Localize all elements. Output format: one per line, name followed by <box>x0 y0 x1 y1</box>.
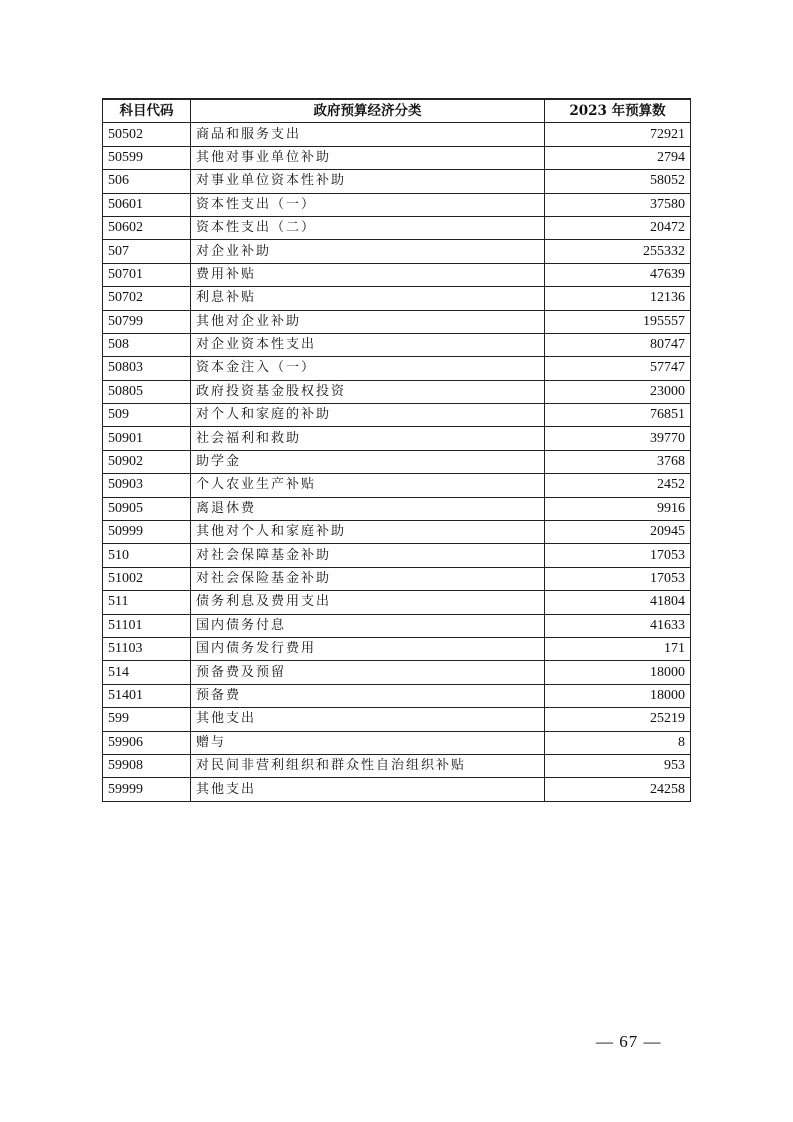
row-amount-cell: 72921 <box>545 123 691 146</box>
table-row <box>103 614 691 637</box>
row-category-cell: 其他对个人和家庭补助 <box>191 521 545 544</box>
table-row <box>103 193 691 216</box>
table-row <box>103 521 691 544</box>
row-code-cell: 50799 <box>103 310 191 333</box>
row-amount-cell: 58052 <box>545 170 691 193</box>
row-amount-cell: 18000 <box>545 661 691 684</box>
table-row <box>103 263 691 286</box>
row-code-cell: 50805 <box>103 380 191 403</box>
row-amount-cell: 18000 <box>545 684 691 707</box>
row-code-cell: 510 <box>103 544 191 567</box>
row-code-cell: 509 <box>103 404 191 427</box>
row-category-cell: 对事业单位资本性补助 <box>191 170 545 193</box>
row-amount-cell: 2794 <box>545 146 691 169</box>
row-code-cell: 508 <box>103 333 191 356</box>
budget-table <box>102 98 691 802</box>
row-amount-cell: 20472 <box>545 216 691 239</box>
table-row <box>103 146 691 169</box>
row-code-cell: 51002 <box>103 567 191 590</box>
row-category-cell: 商品和服务支出 <box>191 123 545 146</box>
table-row <box>103 474 691 497</box>
row-code-cell: 599 <box>103 708 191 731</box>
table-row <box>103 497 691 520</box>
row-amount-cell: 9916 <box>545 497 691 520</box>
row-amount-cell: 20945 <box>545 521 691 544</box>
table-row <box>103 404 691 427</box>
row-amount-cell: 8 <box>545 731 691 754</box>
table-row <box>103 567 691 590</box>
table-row <box>103 310 691 333</box>
row-amount-cell: 80747 <box>545 333 691 356</box>
row-amount-cell: 3768 <box>545 450 691 473</box>
row-amount-cell: 37580 <box>545 193 691 216</box>
row-category-cell: 债务利息及费用支出 <box>191 591 545 614</box>
table-row <box>103 287 691 310</box>
row-code-cell: 506 <box>103 170 191 193</box>
row-code-cell: 59906 <box>103 731 191 754</box>
row-code-cell: 50702 <box>103 287 191 310</box>
row-category-cell: 资本性支出（二） <box>191 216 545 239</box>
row-amount-cell: 41804 <box>545 591 691 614</box>
row-amount-cell: 25219 <box>545 708 691 731</box>
row-code-cell: 50903 <box>103 474 191 497</box>
row-amount-cell: 953 <box>545 754 691 777</box>
row-category-cell: 资本金注入（一） <box>191 357 545 380</box>
row-amount-cell: 17053 <box>545 544 691 567</box>
row-category-cell: 助学金 <box>191 450 545 473</box>
row-category-cell: 利息补贴 <box>191 287 545 310</box>
table-body <box>103 123 691 801</box>
row-code-cell: 59908 <box>103 754 191 777</box>
header-economic-category: 政府预算经济分类 <box>191 99 545 123</box>
row-code-cell: 511 <box>103 591 191 614</box>
row-category-cell: 预备费 <box>191 684 545 707</box>
table-row <box>103 778 691 801</box>
table-header-row <box>103 99 691 123</box>
row-category-cell: 其他支出 <box>191 708 545 731</box>
row-category-cell: 个人农业生产补贴 <box>191 474 545 497</box>
row-code-cell: 507 <box>103 240 191 263</box>
row-category-cell: 对社会保障基金补助 <box>191 544 545 567</box>
row-amount-cell: 41633 <box>545 614 691 637</box>
row-category-cell: 费用补贴 <box>191 263 545 286</box>
row-amount-cell: 23000 <box>545 380 691 403</box>
table-row <box>103 333 691 356</box>
table-row <box>103 450 691 473</box>
row-amount-cell: 171 <box>545 637 691 660</box>
row-category-cell: 离退休费 <box>191 497 545 520</box>
row-category-cell: 国内债务付息 <box>191 614 545 637</box>
row-code-cell: 50999 <box>103 521 191 544</box>
row-code-cell: 50502 <box>103 123 191 146</box>
row-category-cell: 对企业补助 <box>191 240 545 263</box>
table-row <box>103 427 691 450</box>
row-code-cell: 59999 <box>103 778 191 801</box>
row-code-cell: 50601 <box>103 193 191 216</box>
row-amount-cell: 255332 <box>545 240 691 263</box>
row-amount-cell: 47639 <box>545 263 691 286</box>
table-row <box>103 544 691 567</box>
row-category-cell: 其他对事业单位补助 <box>191 146 545 169</box>
row-code-cell: 514 <box>103 661 191 684</box>
row-category-cell: 对民间非营利组织和群众性自治组织补贴 <box>191 754 545 777</box>
table-row <box>103 170 691 193</box>
header-budget-amount: 2023 年预算数 <box>545 99 691 123</box>
row-category-cell: 对社会保险基金补助 <box>191 567 545 590</box>
header-subject-code: 科目代码 <box>103 99 191 123</box>
row-category-cell: 对企业资本性支出 <box>191 333 545 356</box>
row-amount-cell: 17053 <box>545 567 691 590</box>
row-category-cell: 国内债务发行费用 <box>191 637 545 660</box>
row-code-cell: 50602 <box>103 216 191 239</box>
row-category-cell: 赠与 <box>191 731 545 754</box>
row-amount-cell: 12136 <box>545 287 691 310</box>
row-amount-cell: 76851 <box>545 404 691 427</box>
row-amount-cell: 195557 <box>545 310 691 333</box>
row-amount-cell: 24258 <box>545 778 691 801</box>
row-category-cell: 资本性支出（一） <box>191 193 545 216</box>
row-code-cell: 51401 <box>103 684 191 707</box>
row-amount-cell: 39770 <box>545 427 691 450</box>
row-category-cell: 社会福利和救助 <box>191 427 545 450</box>
row-code-cell: 50599 <box>103 146 191 169</box>
table-row <box>103 123 691 146</box>
table-row <box>103 754 691 777</box>
row-category-cell: 其他对企业补助 <box>191 310 545 333</box>
table-row <box>103 731 691 754</box>
row-code-cell: 51101 <box>103 614 191 637</box>
row-code-cell: 51103 <box>103 637 191 660</box>
row-category-cell: 预备费及预留 <box>191 661 545 684</box>
row-category-cell: 其他支出 <box>191 778 545 801</box>
row-code-cell: 50701 <box>103 263 191 286</box>
table-row <box>103 240 691 263</box>
row-code-cell: 50902 <box>103 450 191 473</box>
page-number: — 67 — <box>596 1032 662 1051</box>
table-row <box>103 661 691 684</box>
table-row <box>103 684 691 707</box>
table-row <box>103 380 691 403</box>
row-category-cell: 对个人和家庭的补助 <box>191 404 545 427</box>
row-amount-cell: 2452 <box>545 474 691 497</box>
table-row <box>103 591 691 614</box>
row-amount-cell: 57747 <box>545 357 691 380</box>
table-row <box>103 708 691 731</box>
row-category-cell: 政府投资基金股权投资 <box>191 380 545 403</box>
row-code-cell: 50803 <box>103 357 191 380</box>
row-code-cell: 50901 <box>103 427 191 450</box>
table-row <box>103 357 691 380</box>
row-code-cell: 50905 <box>103 497 191 520</box>
table-row <box>103 637 691 660</box>
table-row <box>103 216 691 239</box>
